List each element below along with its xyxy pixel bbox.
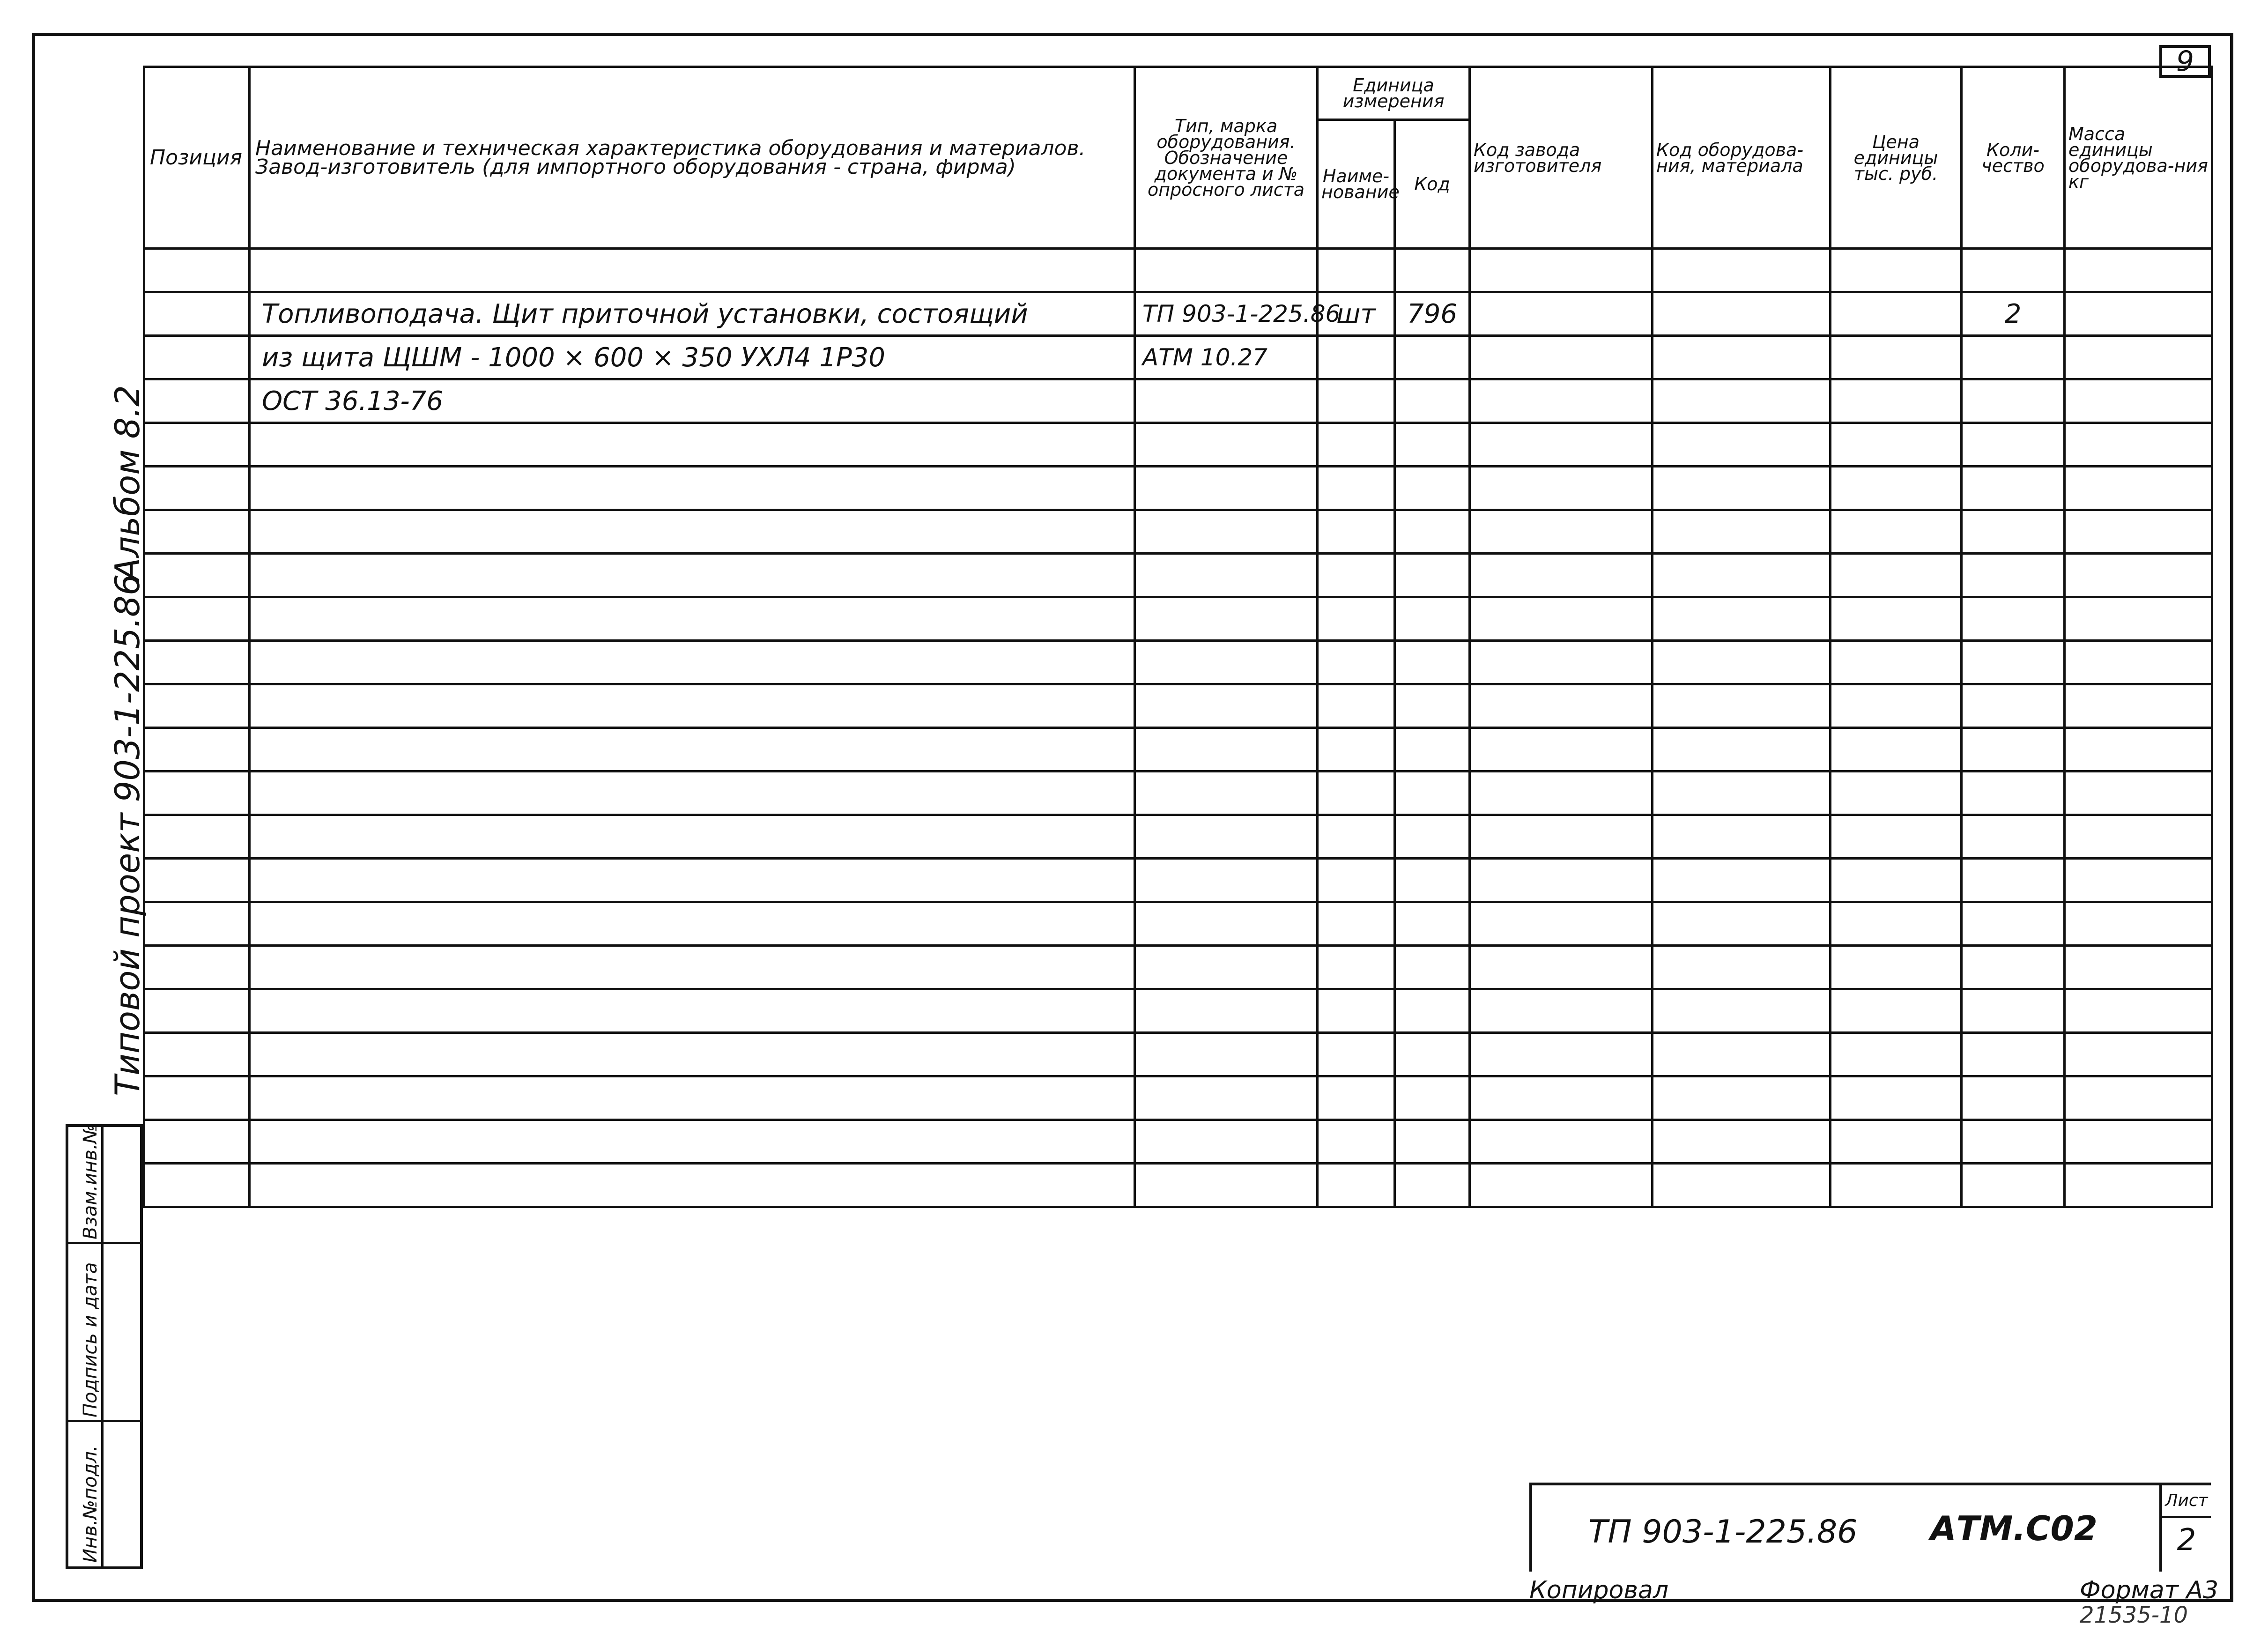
cell-equip bbox=[1653, 1120, 1831, 1164]
cell-mass bbox=[2065, 1120, 2212, 1164]
table-row bbox=[144, 989, 2212, 1033]
cell-factory bbox=[1470, 815, 1653, 859]
table-row bbox=[144, 1164, 2212, 1207]
cell-mass bbox=[2065, 902, 2212, 946]
cell-type bbox=[1135, 946, 1318, 989]
cell-factory bbox=[1470, 467, 1653, 510]
cell-unit bbox=[1318, 554, 1395, 597]
cell-qty bbox=[1962, 1164, 2065, 1207]
cell-code bbox=[1395, 423, 1470, 467]
cell-price bbox=[1831, 1033, 1962, 1076]
cell-pos bbox=[144, 249, 250, 292]
stamp-vzam-label: Взам.инв.№ bbox=[80, 1124, 101, 1239]
cell-name bbox=[250, 859, 1135, 902]
table-row bbox=[144, 1120, 2212, 1164]
cell-type bbox=[1135, 1120, 1318, 1164]
cell-price bbox=[1831, 1164, 1962, 1207]
cell-factory bbox=[1470, 510, 1653, 554]
cell-name bbox=[250, 467, 1135, 510]
cell-qty bbox=[1962, 510, 2065, 554]
cell-pos bbox=[144, 684, 250, 728]
cell-type bbox=[1135, 902, 1318, 946]
cell-mass bbox=[2065, 946, 2212, 989]
cell-name: Топливоподача. Щит приточной установки, состоящий bbox=[250, 292, 1135, 336]
cell-equip bbox=[1653, 423, 1831, 467]
cell-name bbox=[250, 728, 1135, 771]
cell-qty bbox=[1962, 641, 2065, 684]
cell-type bbox=[1135, 641, 1318, 684]
header-name: Наименование и техническая характеристика оборудования и материалов. Завод-изготовитель (для импортного оборудования - страна, фирма) bbox=[250, 67, 1135, 249]
cell-unit bbox=[1318, 336, 1395, 379]
cell-qty bbox=[1962, 946, 2065, 989]
cell-factory bbox=[1470, 684, 1653, 728]
cell-factory bbox=[1470, 597, 1653, 641]
cell-factory bbox=[1470, 1076, 1653, 1120]
cell-code bbox=[1395, 641, 1470, 684]
cell-price bbox=[1831, 423, 1962, 467]
cell-unit bbox=[1318, 902, 1395, 946]
cell-mass bbox=[2065, 336, 2212, 379]
cell-unit bbox=[1318, 379, 1395, 423]
cell-equip bbox=[1653, 1076, 1831, 1120]
cell-price bbox=[1831, 554, 1962, 597]
table-row bbox=[144, 859, 2212, 902]
cell-mass bbox=[2065, 423, 2212, 467]
cell-factory bbox=[1470, 989, 1653, 1033]
cell-qty bbox=[1962, 815, 2065, 859]
footer-number: 21535-10 bbox=[2080, 1602, 2188, 1628]
cell-name: из щита ЩШМ - 1000 × 600 × 350 УХЛ4 1Р30 bbox=[250, 336, 1135, 379]
cell-mass bbox=[2065, 815, 2212, 859]
cell-factory bbox=[1470, 641, 1653, 684]
cell-mass bbox=[2065, 684, 2212, 728]
cell-name bbox=[250, 684, 1135, 728]
cell-mass bbox=[2065, 641, 2212, 684]
cell-code bbox=[1395, 1076, 1470, 1120]
album-label: Альбом 8.2 bbox=[108, 385, 147, 581]
cell-price bbox=[1831, 989, 1962, 1033]
cell-factory bbox=[1470, 946, 1653, 989]
cell-qty bbox=[1962, 989, 2065, 1033]
cell-equip bbox=[1653, 946, 1831, 989]
cell-qty bbox=[1962, 859, 2065, 902]
cell-pos bbox=[144, 902, 250, 946]
cell-price bbox=[1831, 379, 1962, 423]
cell-equip bbox=[1653, 510, 1831, 554]
cell-pos bbox=[144, 859, 250, 902]
table-row bbox=[144, 467, 2212, 510]
cell-factory bbox=[1470, 336, 1653, 379]
cell-price bbox=[1831, 292, 1962, 336]
table-row bbox=[144, 379, 2212, 423]
cell-type bbox=[1135, 597, 1318, 641]
cell-type bbox=[1135, 554, 1318, 597]
table-row bbox=[144, 1033, 2212, 1076]
cell-type bbox=[1135, 684, 1318, 728]
cell-type: АТМ 10.27 bbox=[1135, 336, 1318, 379]
cell-price bbox=[1831, 728, 1962, 771]
cell-unit bbox=[1318, 1033, 1395, 1076]
header-quantity: Коли-чество bbox=[1962, 67, 2065, 249]
cell-price bbox=[1831, 1076, 1962, 1120]
title-sheet-number: 2 bbox=[2177, 1523, 2196, 1558]
cell-equip bbox=[1653, 859, 1831, 902]
cell-code bbox=[1395, 336, 1470, 379]
cell-name bbox=[250, 1033, 1135, 1076]
cell-unit bbox=[1318, 1164, 1395, 1207]
cell-factory bbox=[1470, 249, 1653, 292]
stamp-column bbox=[66, 1124, 143, 1569]
cell-unit bbox=[1318, 684, 1395, 728]
cell-price bbox=[1831, 510, 1962, 554]
title-document-code: АТМ.С02 bbox=[1930, 1509, 2098, 1548]
cell-unit bbox=[1318, 771, 1395, 815]
cell-equip bbox=[1653, 597, 1831, 641]
cell-price bbox=[1831, 859, 1962, 902]
table-row bbox=[144, 728, 2212, 771]
cell-type: ТП 903-1-225.86 bbox=[1135, 292, 1318, 336]
cell-qty bbox=[1962, 728, 2065, 771]
stamp-inv-label: Инв.№подл. bbox=[80, 1445, 101, 1563]
cell-qty: 2 bbox=[1962, 292, 2065, 336]
cell-code bbox=[1395, 597, 1470, 641]
cell-code bbox=[1395, 554, 1470, 597]
table-row bbox=[144, 902, 2212, 946]
cell-name bbox=[250, 1164, 1135, 1207]
cell-pos bbox=[144, 510, 250, 554]
cell-code bbox=[1395, 467, 1470, 510]
header-position: Позиция bbox=[144, 67, 250, 249]
cell-name bbox=[250, 1076, 1135, 1120]
cell-pos bbox=[144, 771, 250, 815]
cell-name bbox=[250, 902, 1135, 946]
cell-price bbox=[1831, 336, 1962, 379]
cell-name bbox=[250, 1120, 1135, 1164]
header-factory-code: Код завода изготовителя bbox=[1470, 67, 1653, 249]
cell-factory bbox=[1470, 423, 1653, 467]
cell-equip bbox=[1653, 989, 1831, 1033]
cell-factory bbox=[1470, 292, 1653, 336]
cell-qty bbox=[1962, 597, 2065, 641]
cell-unit: шт bbox=[1318, 292, 1395, 336]
cell-pos bbox=[144, 1120, 250, 1164]
cell-mass bbox=[2065, 249, 2212, 292]
header-unit-code: Код bbox=[1395, 120, 1470, 249]
cell-mass bbox=[2065, 1076, 2212, 1120]
cell-mass bbox=[2065, 467, 2212, 510]
table-row bbox=[144, 771, 2212, 815]
cell-type bbox=[1135, 423, 1318, 467]
cell-equip bbox=[1653, 1033, 1831, 1076]
cell-equip bbox=[1653, 771, 1831, 815]
cell-unit bbox=[1318, 1120, 1395, 1164]
cell-price bbox=[1831, 641, 1962, 684]
table-row bbox=[144, 292, 2212, 336]
cell-pos bbox=[144, 467, 250, 510]
header-unit-group: Единица измерения bbox=[1318, 67, 1470, 120]
cell-price bbox=[1831, 815, 1962, 859]
title-block bbox=[1529, 1483, 2211, 1572]
cell-type bbox=[1135, 379, 1318, 423]
cell-type bbox=[1135, 510, 1318, 554]
header-equipment-code: Код оборудова-ния, материала bbox=[1653, 67, 1831, 249]
stamp-cell-vzam bbox=[68, 1124, 140, 1244]
cell-type bbox=[1135, 1076, 1318, 1120]
cell-pos bbox=[144, 292, 250, 336]
cell-mass bbox=[2065, 728, 2212, 771]
cell-equip bbox=[1653, 641, 1831, 684]
title-sheet-box bbox=[2159, 1485, 2211, 1572]
project-label: Типовой проект 903-1-225.86 bbox=[108, 574, 147, 1096]
cell-unit bbox=[1318, 467, 1395, 510]
footer-copied: Копировал bbox=[1529, 1576, 1669, 1604]
cell-pos bbox=[144, 728, 250, 771]
cell-mass bbox=[2065, 597, 2212, 641]
cell-factory bbox=[1470, 902, 1653, 946]
cell-code bbox=[1395, 1033, 1470, 1076]
cell-mass bbox=[2065, 771, 2212, 815]
cell-unit bbox=[1318, 989, 1395, 1033]
cell-price bbox=[1831, 684, 1962, 728]
specification-table bbox=[143, 66, 2213, 1208]
cell-type bbox=[1135, 1164, 1318, 1207]
cell-factory bbox=[1470, 1033, 1653, 1076]
cell-code bbox=[1395, 902, 1470, 946]
cell-pos bbox=[144, 989, 250, 1033]
cell-equip bbox=[1653, 336, 1831, 379]
cell-unit bbox=[1318, 946, 1395, 989]
cell-code bbox=[1395, 1164, 1470, 1207]
cell-mass bbox=[2065, 859, 2212, 902]
cell-code bbox=[1395, 510, 1470, 554]
cell-factory bbox=[1470, 1164, 1653, 1207]
cell-unit bbox=[1318, 597, 1395, 641]
cell-price bbox=[1831, 902, 1962, 946]
cell-price bbox=[1831, 597, 1962, 641]
cell-qty bbox=[1962, 771, 2065, 815]
cell-equip bbox=[1653, 815, 1831, 859]
cell-qty bbox=[1962, 554, 2065, 597]
cell-factory bbox=[1470, 554, 1653, 597]
cell-name bbox=[250, 989, 1135, 1033]
title-project-code: ТП 903-1-225.86 bbox=[1588, 1513, 1858, 1550]
cell-name bbox=[250, 815, 1135, 859]
cell-unit bbox=[1318, 510, 1395, 554]
header-type: Тип, марка оборудования. Обозначение документа и № опросного листа bbox=[1135, 67, 1318, 249]
cell-code bbox=[1395, 1120, 1470, 1164]
cell-qty bbox=[1962, 379, 2065, 423]
table-row bbox=[144, 684, 2212, 728]
cell-factory bbox=[1470, 728, 1653, 771]
cell-name bbox=[250, 554, 1135, 597]
cell-equip bbox=[1653, 249, 1831, 292]
cell-code bbox=[1395, 771, 1470, 815]
cell-qty bbox=[1962, 336, 2065, 379]
table-row bbox=[144, 1076, 2212, 1120]
cell-name bbox=[250, 771, 1135, 815]
cell-qty bbox=[1962, 1120, 2065, 1164]
cell-mass bbox=[2065, 1033, 2212, 1076]
cell-qty bbox=[1962, 423, 2065, 467]
cell-type bbox=[1135, 989, 1318, 1033]
cell-equip bbox=[1653, 1164, 1831, 1207]
table-row bbox=[144, 946, 2212, 989]
cell-code bbox=[1395, 728, 1470, 771]
cell-code bbox=[1395, 989, 1470, 1033]
cell-type bbox=[1135, 249, 1318, 292]
cell-type bbox=[1135, 467, 1318, 510]
cell-mass bbox=[2065, 379, 2212, 423]
cell-name bbox=[250, 597, 1135, 641]
footer-format: Формат А3 bbox=[2080, 1576, 2219, 1604]
cell-equip bbox=[1653, 902, 1831, 946]
cell-qty bbox=[1962, 1076, 2065, 1120]
cell-pos bbox=[144, 336, 250, 379]
table-row bbox=[144, 641, 2212, 684]
title-sheet-label: Лист bbox=[2162, 1485, 2211, 1518]
cell-price bbox=[1831, 249, 1962, 292]
cell-unit bbox=[1318, 423, 1395, 467]
cell-code bbox=[1395, 684, 1470, 728]
cell-pos bbox=[144, 1076, 250, 1120]
cell-price bbox=[1831, 771, 1962, 815]
header-price: Цена единицы тыс. руб. bbox=[1831, 67, 1962, 249]
table-row bbox=[144, 554, 2212, 597]
cell-type bbox=[1135, 815, 1318, 859]
table-row bbox=[144, 510, 2212, 554]
top-sheet-number: 9 bbox=[2159, 45, 2211, 78]
cell-code bbox=[1395, 379, 1470, 423]
table-body bbox=[144, 249, 2212, 1207]
cell-pos bbox=[144, 554, 250, 597]
table-row bbox=[144, 336, 2212, 379]
cell-price bbox=[1831, 1120, 1962, 1164]
cell-unit bbox=[1318, 1076, 1395, 1120]
cell-equip bbox=[1653, 467, 1831, 510]
table-row bbox=[144, 423, 2212, 467]
cell-unit bbox=[1318, 815, 1395, 859]
cell-factory bbox=[1470, 771, 1653, 815]
stamp-cell-signature bbox=[68, 1244, 140, 1422]
cell-mass bbox=[2065, 292, 2212, 336]
cell-qty bbox=[1962, 467, 2065, 510]
header-unit-name: Наиме-нование bbox=[1318, 120, 1395, 249]
cell-pos bbox=[144, 946, 250, 989]
cell-type bbox=[1135, 728, 1318, 771]
cell-name: ОСТ 36.13-76 bbox=[250, 379, 1135, 423]
stamp-signature-label: Подпись и дата bbox=[80, 1262, 101, 1417]
cell-equip bbox=[1653, 554, 1831, 597]
cell-unit bbox=[1318, 249, 1395, 292]
cell-name bbox=[250, 249, 1135, 292]
cell-equip bbox=[1653, 728, 1831, 771]
cell-unit bbox=[1318, 728, 1395, 771]
cell-code bbox=[1395, 946, 1470, 989]
cell-mass bbox=[2065, 989, 2212, 1033]
cell-equip bbox=[1653, 292, 1831, 336]
table-row bbox=[144, 815, 2212, 859]
cell-factory bbox=[1470, 1120, 1653, 1164]
cell-price bbox=[1831, 946, 1962, 989]
table-row bbox=[144, 249, 2212, 292]
cell-pos bbox=[144, 1164, 250, 1207]
cell-code: 796 bbox=[1395, 292, 1470, 336]
cell-qty bbox=[1962, 684, 2065, 728]
cell-price bbox=[1831, 467, 1962, 510]
cell-code bbox=[1395, 815, 1470, 859]
cell-unit bbox=[1318, 641, 1395, 684]
table-row bbox=[144, 597, 2212, 641]
stamp-cell-inv bbox=[68, 1422, 140, 1566]
cell-name bbox=[250, 510, 1135, 554]
cell-pos bbox=[144, 641, 250, 684]
header-mass: Масса единицы оборудова-ния кг bbox=[2065, 67, 2212, 249]
cell-unit bbox=[1318, 859, 1395, 902]
cell-pos bbox=[144, 597, 250, 641]
cell-type bbox=[1135, 1033, 1318, 1076]
cell-qty bbox=[1962, 902, 2065, 946]
cell-name bbox=[250, 641, 1135, 684]
cell-qty bbox=[1962, 249, 2065, 292]
cell-pos bbox=[144, 1033, 250, 1076]
cell-qty bbox=[1962, 1033, 2065, 1076]
cell-mass bbox=[2065, 510, 2212, 554]
cell-mass bbox=[2065, 1164, 2212, 1207]
cell-mass bbox=[2065, 554, 2212, 597]
cell-pos bbox=[144, 423, 250, 467]
cell-code bbox=[1395, 859, 1470, 902]
cell-factory bbox=[1470, 859, 1653, 902]
cell-type bbox=[1135, 859, 1318, 902]
cell-pos bbox=[144, 815, 250, 859]
cell-name bbox=[250, 423, 1135, 467]
cell-pos bbox=[144, 379, 250, 423]
cell-equip bbox=[1653, 684, 1831, 728]
cell-name bbox=[250, 946, 1135, 989]
cell-code bbox=[1395, 249, 1470, 292]
cell-type bbox=[1135, 771, 1318, 815]
cell-equip bbox=[1653, 379, 1831, 423]
cell-factory bbox=[1470, 379, 1653, 423]
